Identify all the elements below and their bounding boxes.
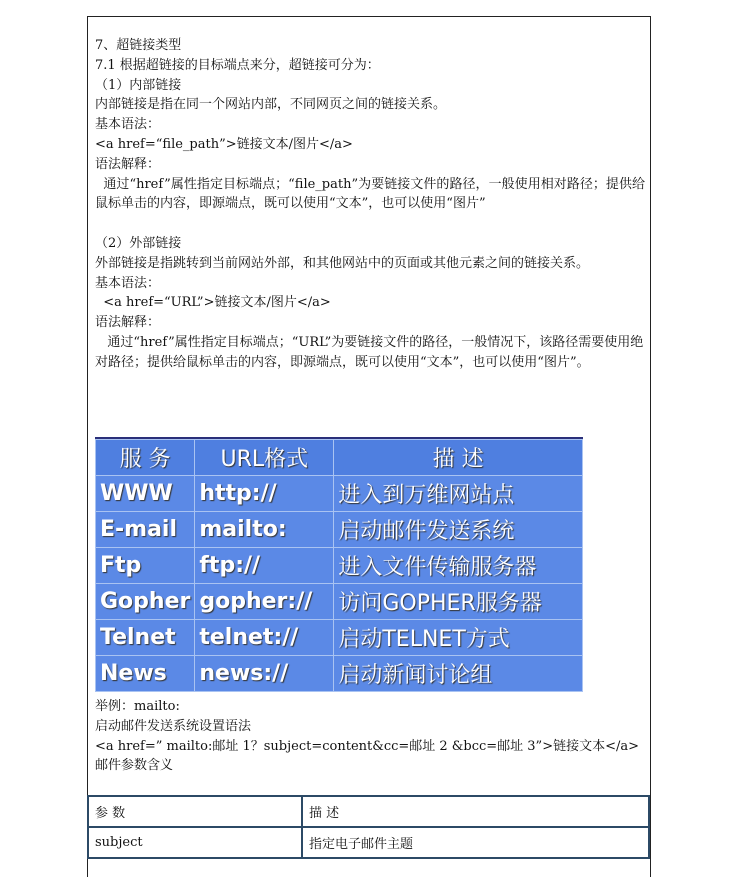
- subheading: 7.1 根据超链接的目标端点来分，超链接可分为：: [95, 57, 380, 73]
- header-cell: URL格式: [195, 440, 334, 476]
- code-line: <a href=” mailto:邮址 1？subject=content&cc=邮址 2 &bcc=邮址 3”>链接文本</a>: [95, 738, 640, 754]
- paragraph: 语法解释：: [95, 156, 161, 172]
- cell: WWW: [96, 476, 195, 512]
- cell: mailto:: [195, 512, 334, 548]
- paragraph: 基本语法：: [95, 117, 161, 133]
- cell: E-mail: [96, 512, 195, 548]
- header-cell: 描 述: [334, 440, 583, 476]
- paragraph: 内部链接是指在同一个网站内部，不同网页之间的链接关系。: [95, 97, 447, 113]
- paragraph: 语法解释：: [95, 315, 161, 331]
- paragraph: 启动邮件发送系统设置语法: [95, 718, 252, 734]
- table-row: [96, 512, 583, 548]
- cell: 访问GOPHER服务器: [334, 584, 583, 620]
- header-cell: 参 数: [88, 796, 302, 827]
- code-line: <a href=“file_path”>链接文本/图片</a>: [95, 136, 353, 152]
- cell: ftp://: [195, 548, 334, 584]
- cell: 启动TELNET方式: [334, 620, 583, 656]
- table-row: [96, 584, 583, 620]
- table-header-row: [96, 440, 583, 476]
- paragraph: 基本语法：: [95, 275, 161, 291]
- table-row: [96, 548, 583, 584]
- cell: Ftp: [96, 548, 195, 584]
- heading: 7、超链接类型: [95, 38, 182, 53]
- paragraph: 邮件参数含义: [95, 758, 174, 774]
- cell: 进入到万维网站点: [334, 476, 583, 512]
- params-table: [87, 795, 650, 859]
- services-table-image: [95, 437, 583, 692]
- section-title: （2）外部链接: [95, 235, 182, 251]
- header-cell: 描 述: [302, 796, 649, 827]
- code-line: <a href=“URL”>链接文本/图片</a>: [95, 295, 331, 311]
- cell: subject: [88, 827, 302, 858]
- table-header-row: [88, 796, 649, 827]
- table-row: [96, 620, 583, 656]
- table-row: [96, 656, 583, 692]
- paragraph: 通过“href”属性指定目标端点；“URL”为要链接文件的路径，一般情况下，该路径需要使用绝对路径；提供给鼠标单击的内容，即源端点，既可以使用“文本”，也可以使用“图片”。: [95, 334, 644, 370]
- cell: 指定电子邮件主题: [302, 827, 649, 858]
- paragraph: 外部链接是指跳转到当前网站外部，和其他网站中的页面或其他元素之间的链接关系。: [95, 255, 590, 271]
- table-row: [96, 476, 583, 512]
- paragraph: 举例：mailto:: [95, 699, 180, 714]
- cell: 进入文件传输服务器: [334, 548, 583, 584]
- paragraph: 通过“href”属性指定目标端点；“file_path”为要链接文件的路径，一般使用相对路径；提供给鼠标单击的内容，即源端点，既可以使用“文本”，也可以使用“图片”: [95, 176, 646, 212]
- cell: http://: [195, 476, 334, 512]
- table-row: [88, 827, 649, 858]
- example-section: [95, 697, 647, 776]
- cell: news://: [195, 656, 334, 692]
- section-title: （1）内部链接: [95, 77, 182, 93]
- cell: gopher://: [195, 584, 334, 620]
- cell: Telnet: [96, 620, 195, 656]
- cell: telnet://: [195, 620, 334, 656]
- cell: 启动新闻讨论组: [334, 656, 583, 692]
- cell: 启动邮件发送系统: [334, 512, 583, 548]
- cell: News: [96, 656, 195, 692]
- document-body: [95, 36, 645, 373]
- header-cell: 服 务: [96, 440, 195, 476]
- cell: Gopher: [96, 584, 195, 620]
